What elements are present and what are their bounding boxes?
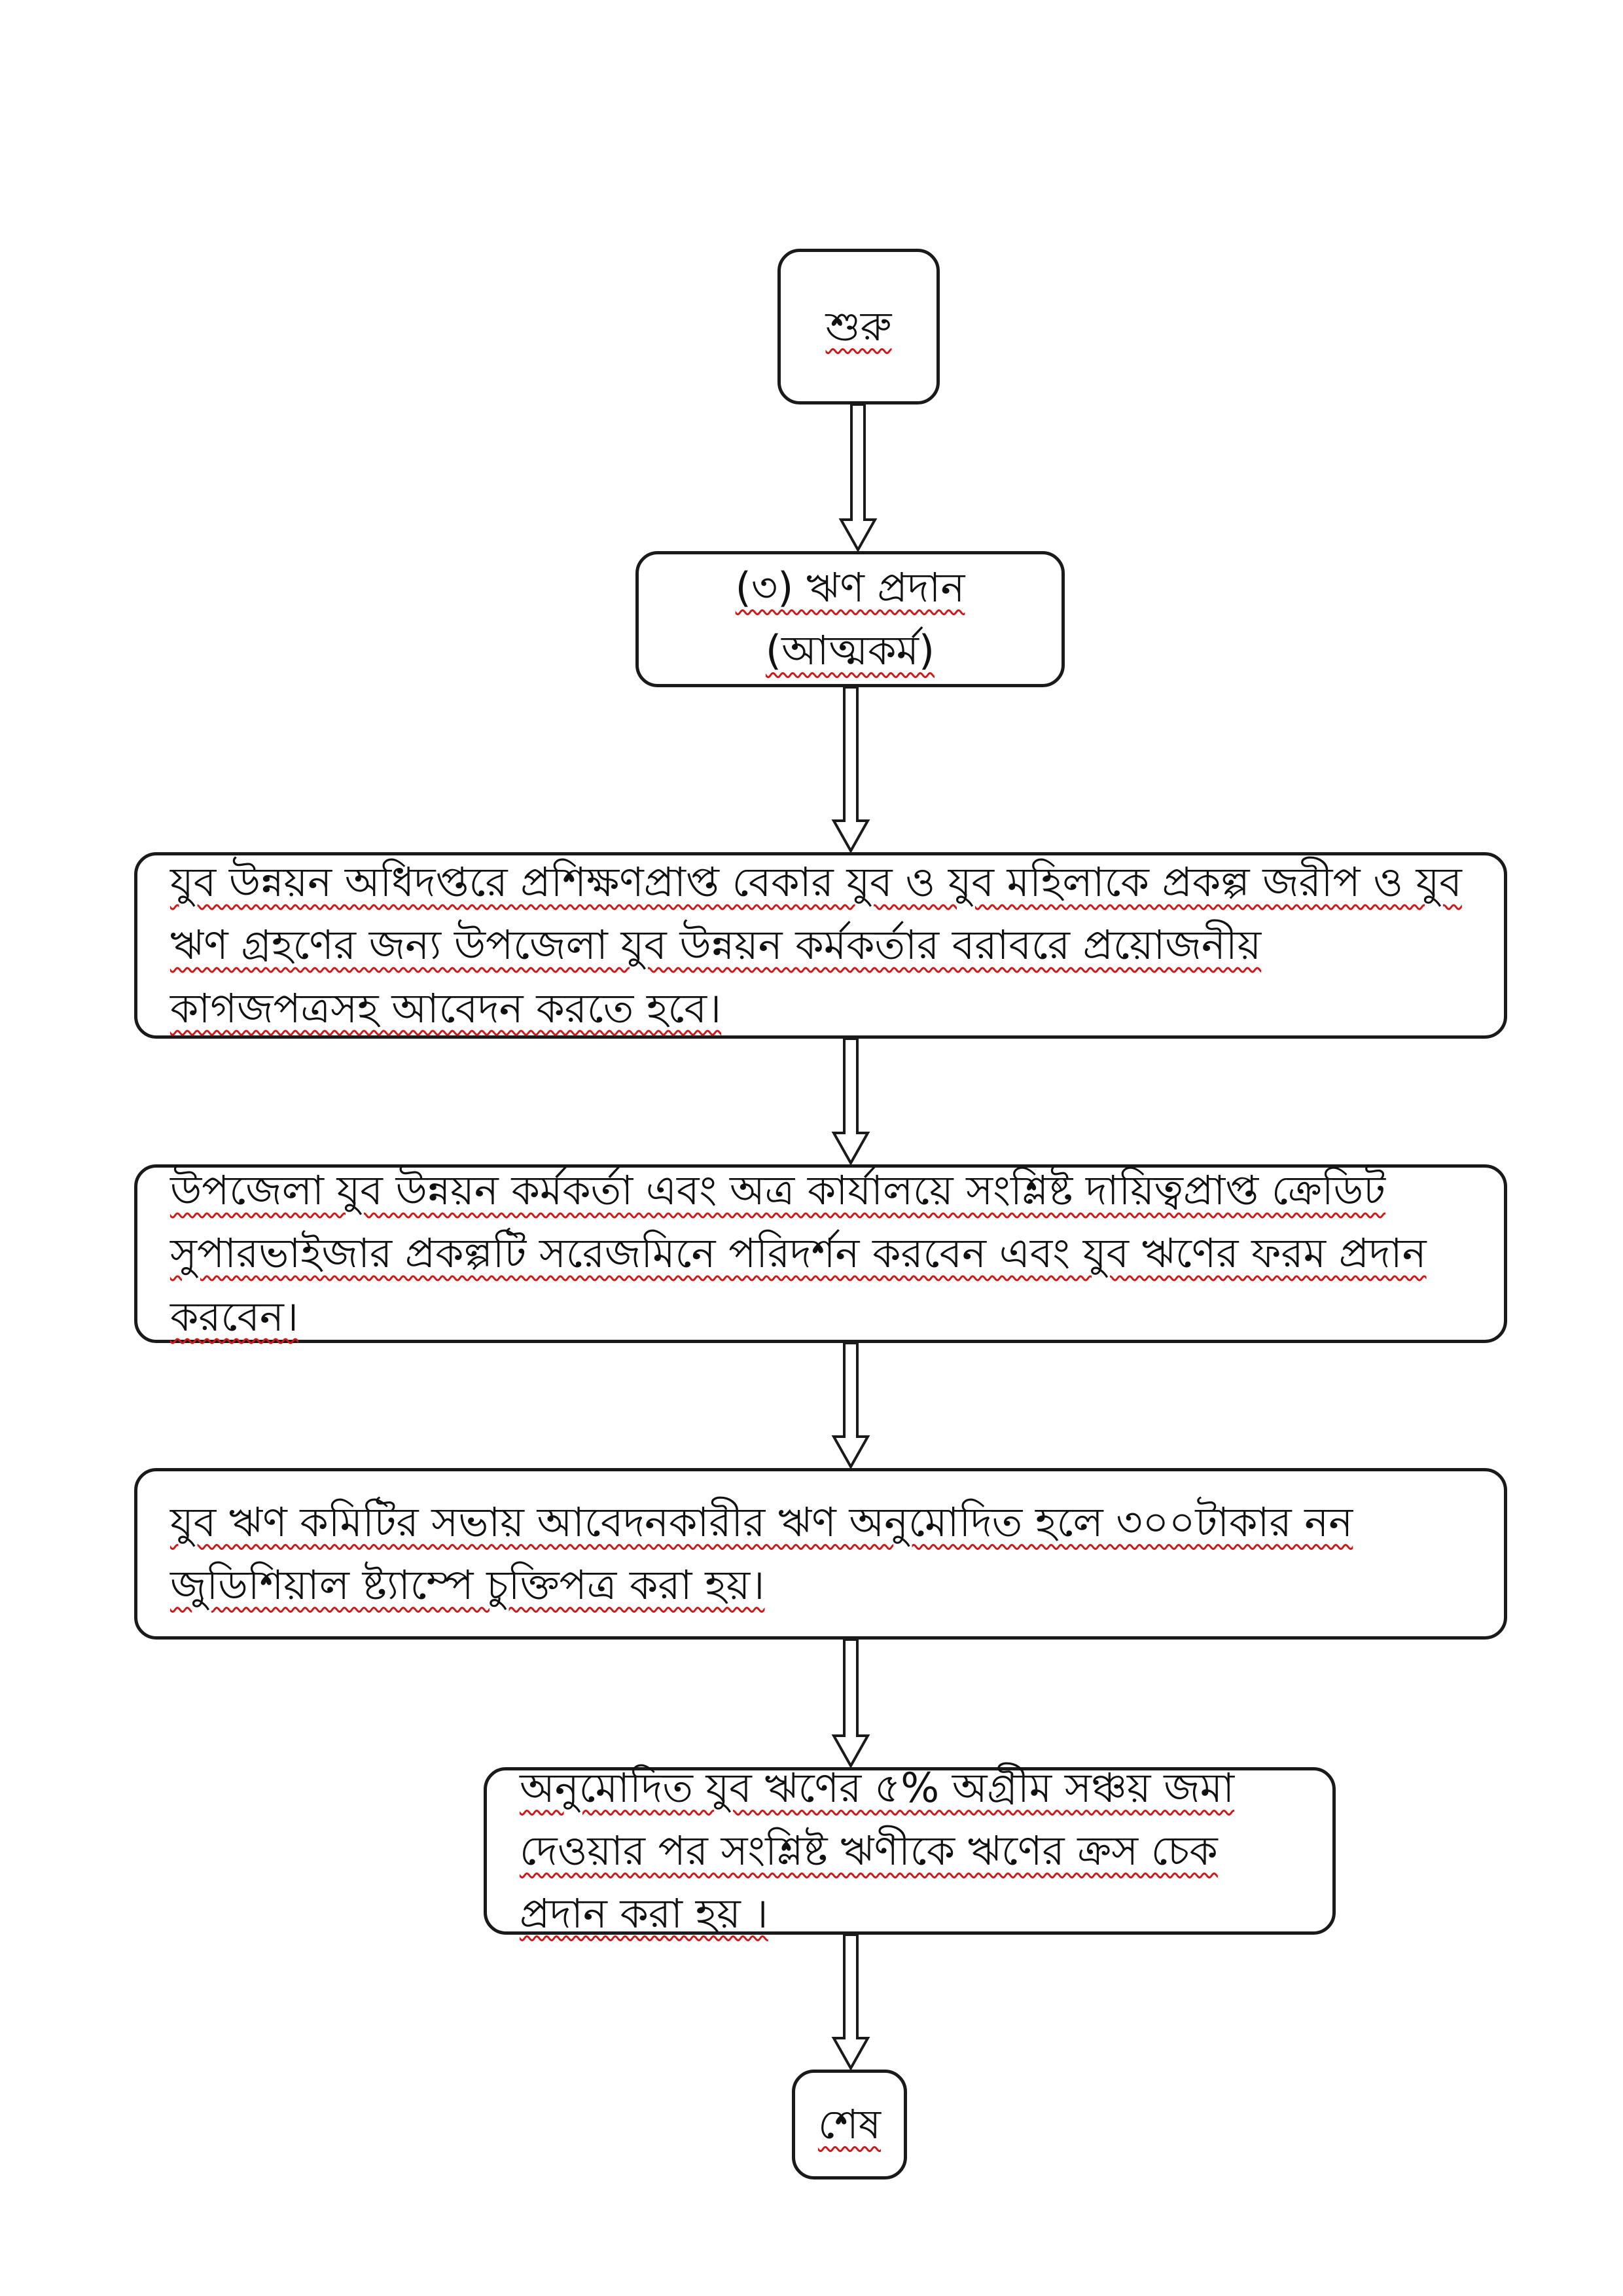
- arrow-down-icon: [830, 687, 872, 852]
- process-title-node: [635, 551, 1065, 687]
- arrow-down-icon: [830, 1935, 872, 2070]
- step-node-4: [484, 1763, 1336, 1938]
- end-label: শেষ: [817, 2100, 882, 2148]
- step-label-3: যুব ঋণ কমিটির সভায় আবেদনকারীর ঋণ অনুমোদিত হলে ৩০০টাকার নন জুডিশিয়াল ষ্ট্যাম্পে চুক্তিপত্র করা হয়।: [170, 1498, 1353, 1609]
- process-title-label: (৩) ঋণ প্রদান (আত্মকর্ম): [735, 563, 965, 674]
- start-node: [777, 249, 940, 404]
- step-label-2: উপজেলা যুব উন্নয়ন কর্মকর্তা এবং অত্র কার্যালয়ে সংশ্লিষ্ট দায়িত্বপ্রাপ্ত ক্রেডিট সুপারভাইজার প্রকল্পটি সরেজমিনে পরিদর্শন করবেন এবং যুব ঋণের ফরম প্রদান করবেন।: [170, 1166, 1427, 1340]
- step-label-1: যুব উন্নয়ন অধিদপ্তরে প্রশিক্ষণপ্রাপ্ত বেকার যুব ও যুব মহিলাকে প্রকল্প জরীপ ও যুব ঋণ গ্রহণের জন্য উপজেলা যুব উন্নয়ন কর্মকর্তার বরাবরে প্রয়োজনীয় কাগজপত্রসহ আবেদন করতে হবে।: [170, 858, 1462, 1032]
- step-node-3: [134, 1468, 1507, 1640]
- step-node-2: [134, 1164, 1507, 1343]
- arrow-down-icon: [830, 1343, 872, 1468]
- start-label: শুরু: [825, 302, 892, 350]
- arrow-down-icon: [830, 1640, 872, 1767]
- arrow-down-icon: [830, 1039, 872, 1164]
- step-label-4: অনুমোদিত যুব ঋণের ৫% অগ্রীম সঞ্চয় জমা দেওয়ার পর সংশ্লিষ্ট ঋণীকে ঋণের ক্রস চেক প্রদান করা হয় ।: [520, 1763, 1235, 1938]
- arrow-down-icon: [837, 404, 879, 551]
- end-node: [792, 2070, 907, 2179]
- step-node-1: [134, 852, 1507, 1039]
